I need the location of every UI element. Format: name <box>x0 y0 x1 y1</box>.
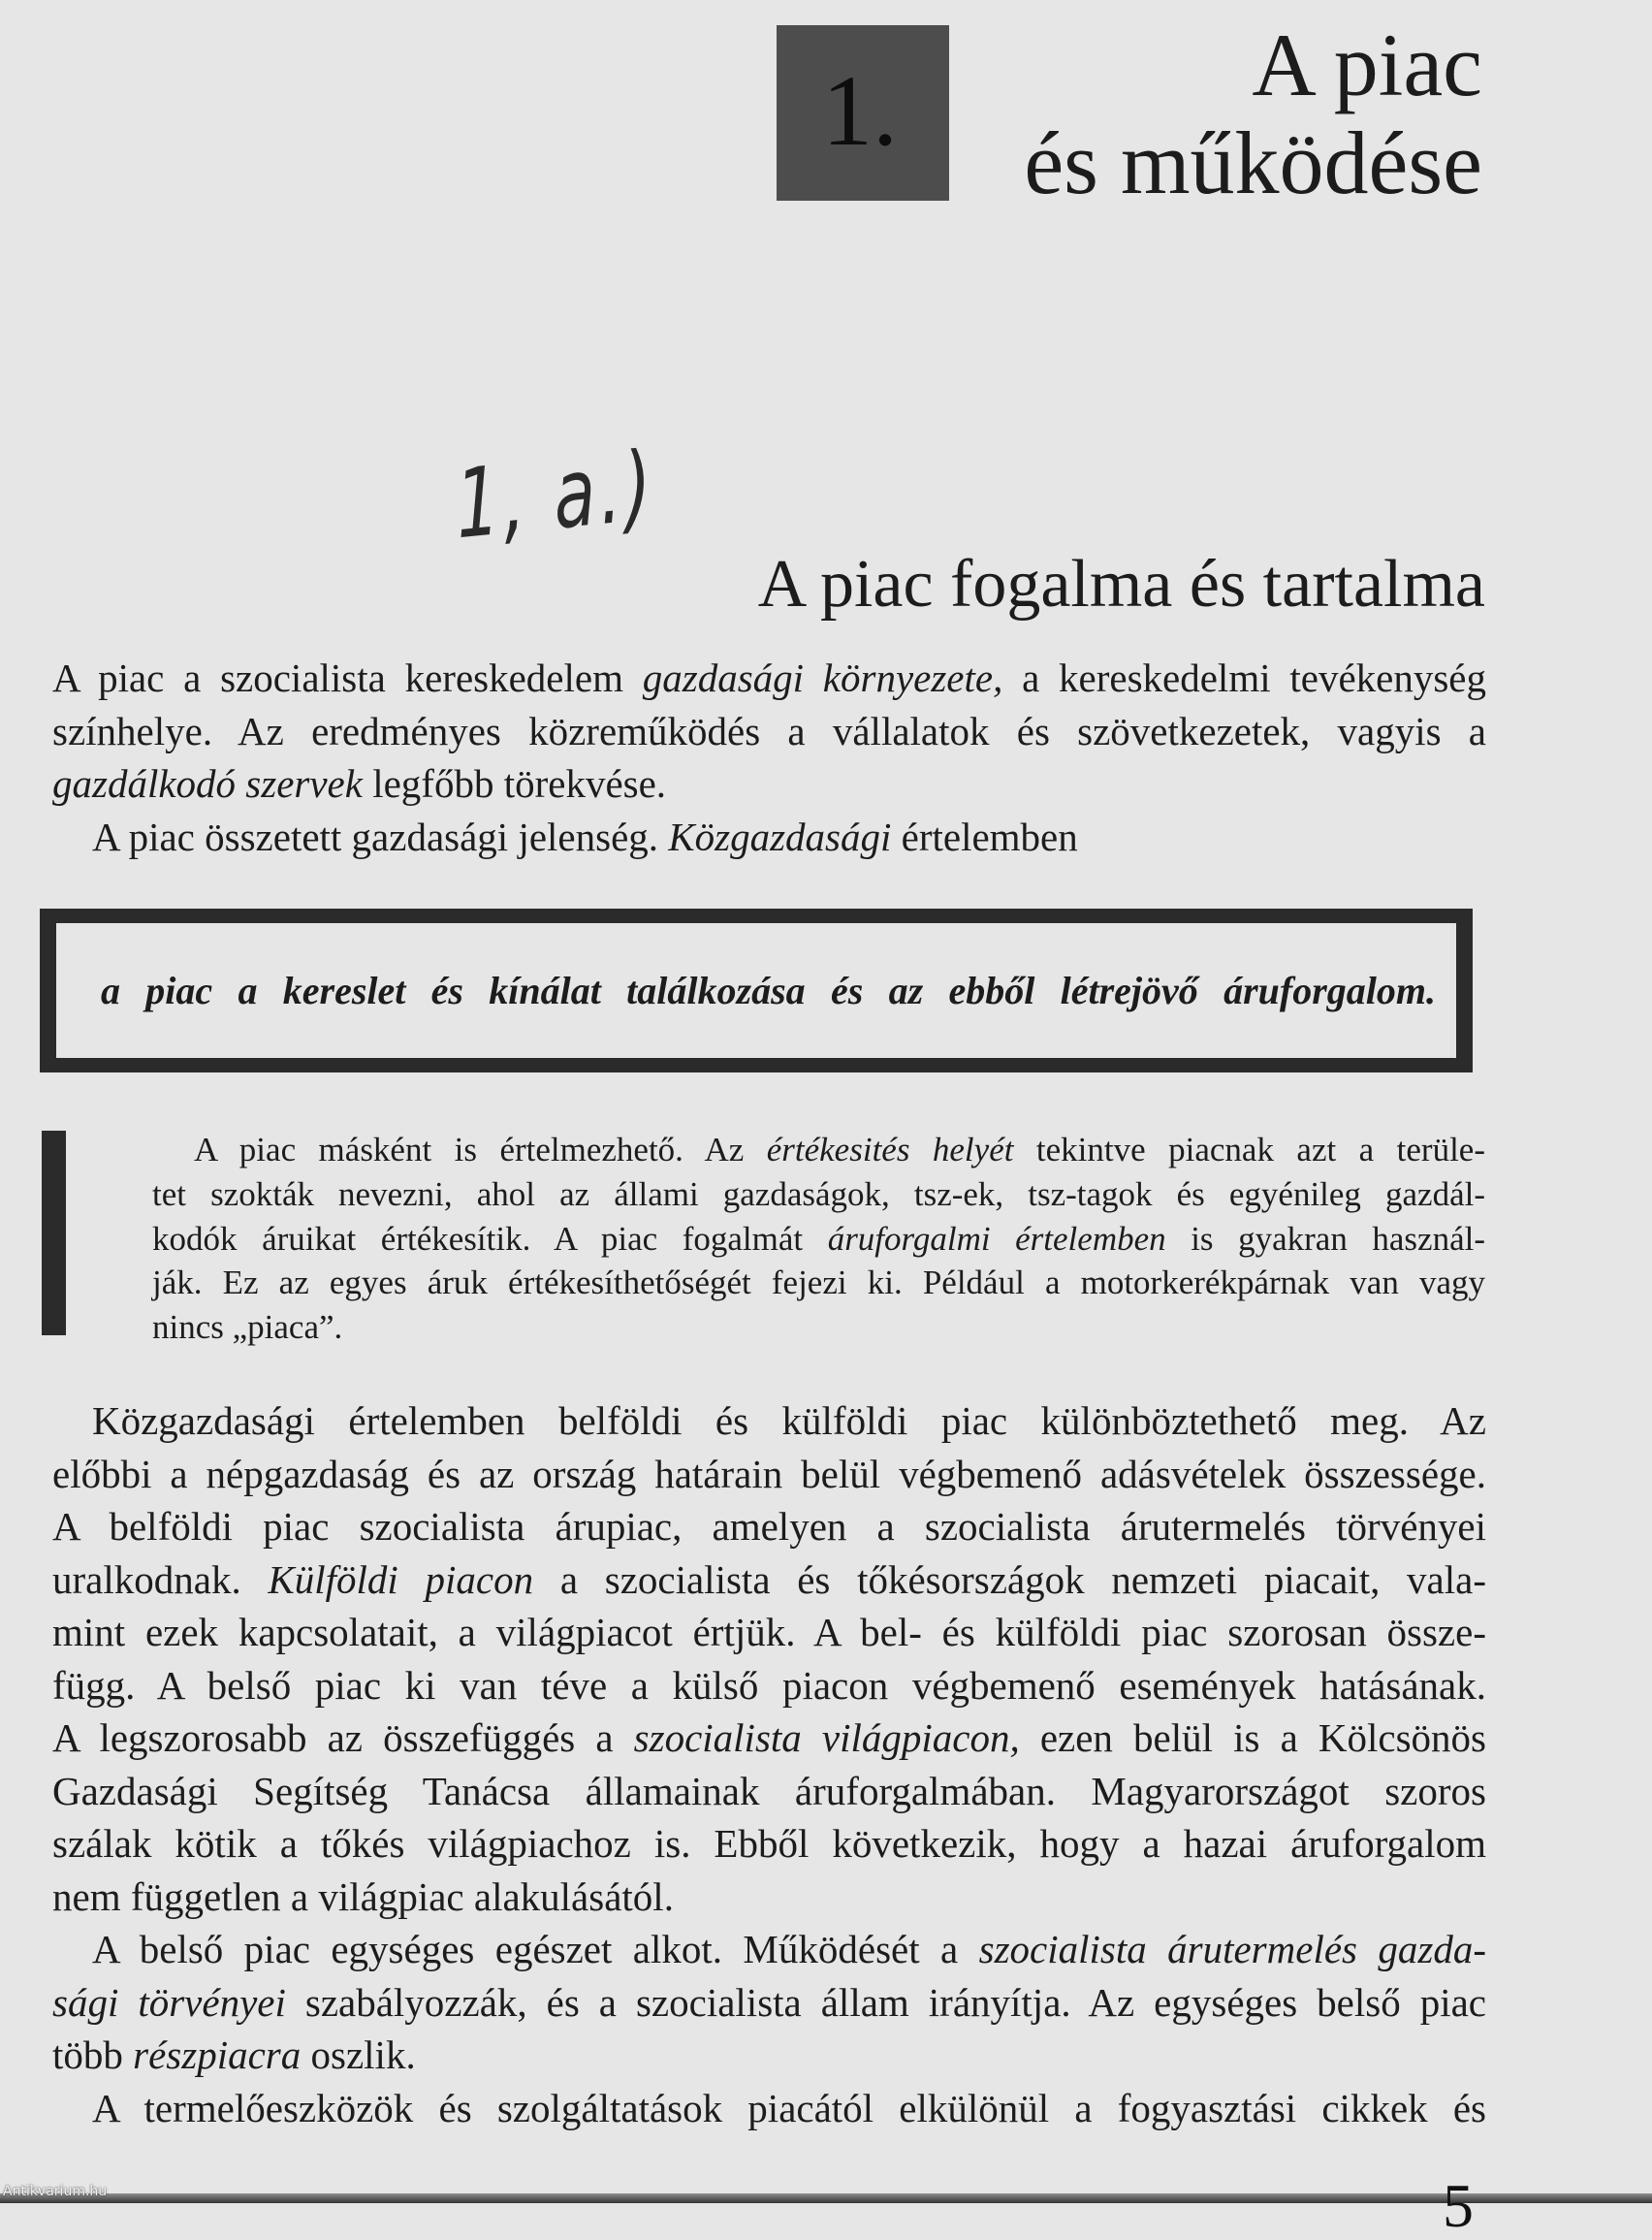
paragraph <box>52 1394 1486 1923</box>
sidenote-text <box>152 1128 1485 1350</box>
text-run: színhelye. Az eredményes közreműködés a vállalatok és szövetkezetek, vagyis a <box>52 708 1486 753</box>
text-line <box>52 811 1486 864</box>
text-line <box>52 757 1486 811</box>
definition-text: a piac a kereslet és kínálat találkozása és az ebből létrejövő áruforgalom. <box>101 969 1436 1012</box>
italic-text: Külföldi piacon <box>268 1556 534 1602</box>
text-line <box>152 1261 1485 1305</box>
text-line-content <box>52 1610 1486 1654</box>
italic-text: áruforgalmi értelemben <box>827 1219 1166 1258</box>
text-line <box>52 1394 1486 1448</box>
text-run: A piac a szocialista kereskedelem <box>52 656 643 700</box>
text-line-content <box>52 2032 416 2077</box>
text-run: a szocialista és tőkésországok nemzeti piacait, vala- <box>533 1556 1486 1602</box>
paragraph <box>52 652 1486 811</box>
text-run: ezen belül is a Kölcsönös <box>1019 1715 1486 1760</box>
page-number: 5 <box>1443 2171 1474 2240</box>
text-run: A piac másként is értelmezhető. Az <box>194 1131 767 1168</box>
text-line-content <box>152 1308 342 1346</box>
text-run: oszlik. <box>301 2032 416 2077</box>
text-line <box>152 1217 1485 1262</box>
text-run: ják. Ez az egyes áruk értékesíthetőségét fejezi ki. Például a motorkerékpárnak van vagy <box>152 1264 1485 1302</box>
text-line <box>52 652 1486 705</box>
text-line <box>52 1976 1486 2030</box>
text-run: nem független a világpiac alakulásától. <box>52 1873 674 1919</box>
text-line-content <box>52 709 1486 753</box>
text-line <box>152 1305 1485 1350</box>
text-line-content <box>152 1175 1485 1213</box>
page-number-area <box>1443 2171 1491 2240</box>
text-line <box>52 705 1486 758</box>
scan-edge <box>0 2193 1652 2203</box>
text-line-content <box>92 815 1078 859</box>
text-run: legfőbb törekvése. <box>362 761 667 806</box>
text-line <box>52 1500 1486 1553</box>
text-line-content <box>52 1821 1486 1866</box>
text-line <box>52 1553 1486 1607</box>
text-line <box>52 1765 1486 1818</box>
text-run: tet szokták nevezni, ahol az állami gazdaságok, tsz-ek, tsz-tagok és egyénileg gazdál- <box>152 1174 1485 1213</box>
text-line-content <box>152 1264 1485 1301</box>
text-line-content <box>52 1452 1486 1496</box>
text-run: Gazdasági Segítség Tanácsa államainak áruforgalmában. Magyarországot szoros <box>52 1768 1486 1813</box>
italic-text: gazdálkodó szervek <box>52 761 363 806</box>
text-line-content <box>52 1663 1486 1708</box>
text-line-content <box>152 1220 1485 1258</box>
text-run: tekintve piacnak azt a terüle- <box>1013 1131 1485 1168</box>
text-line <box>52 1659 1486 1712</box>
text-line-content <box>52 761 666 806</box>
chapter-title <box>1024 16 1482 212</box>
paragraph <box>52 2082 1486 2135</box>
text-run: A piac összetett gazdasági jelenség. <box>92 814 669 859</box>
text-run: kodók áruikat értékesítik. A piac fogalmát <box>152 1219 828 1258</box>
paragraph <box>152 1128 1485 1350</box>
text-line-content <box>52 1769 1486 1813</box>
text-run: Közgazdasági értelemben belföldi és külföldi piac különböztethető meg. Az <box>92 1398 1486 1443</box>
text-run: mint ezek kapcsolatait, a világpiacot értjük. A bel- és külföldi piac szorosan össze- <box>52 1610 1486 1654</box>
text-line-content <box>52 1980 1486 2025</box>
chapter-number-box <box>777 25 949 201</box>
text-line-content <box>52 1874 674 1919</box>
italic-text: sági törvényei <box>52 1979 286 2025</box>
text-line-content <box>52 656 1486 700</box>
definition-line <box>56 923 1456 1058</box>
text-line <box>52 1448 1486 1501</box>
italic-text: részpiacra <box>133 2032 302 2077</box>
text-line-content <box>52 1504 1486 1549</box>
italic-text: szocialista világpiacon, <box>633 1715 1020 1760</box>
text-run: uralkodnak. <box>52 1556 269 1602</box>
sidenote-bar <box>42 1131 66 1335</box>
text-line-content <box>92 1927 1486 1971</box>
text-line-content <box>92 1398 1486 1443</box>
paragraph <box>52 1923 1486 2082</box>
text-run: előbbi a népgazdaság és az ország határain belül végbemenő adásvételek összessége. <box>52 1451 1486 1496</box>
chapter-title-line: A piac <box>1252 16 1482 114</box>
text-line-content <box>52 1715 1486 1760</box>
intro-text <box>52 652 1486 863</box>
text-line <box>52 1712 1486 1765</box>
watermark: Antikvarium.hu <box>3 2184 108 2199</box>
chapter-title-line: és működése <box>1024 113 1482 212</box>
text-run: A termelőeszközök és szolgáltatások piacától elkülönül a fogyasztási cikkek és <box>92 2085 1486 2130</box>
text-line <box>152 1172 1485 1217</box>
text-run: nincs „piaca”. <box>152 1308 343 1347</box>
text-run: szabályozzák, és a szocialista állam irányítja. Az egységes belső piac <box>285 1979 1486 2025</box>
text-line-content <box>92 2086 1486 2130</box>
italic-text: Közgazdasági <box>668 814 892 859</box>
text-line <box>52 1817 1486 1871</box>
text-run: a kereskedelmi tevékenység <box>1002 656 1486 700</box>
text-line <box>152 1128 1485 1172</box>
text-line-content <box>52 1557 1486 1602</box>
text-run: függ. A belső piac ki van téve a külső piacon végbemenő események hatásának. <box>52 1662 1486 1708</box>
italic-text: értékesités helyét <box>766 1131 1014 1168</box>
text-run: szálak kötik a tőkés világpiachoz is. Ebből következik, hogy a hazai áruforgalom <box>52 1821 1486 1866</box>
text-run: több <box>52 2032 134 2077</box>
text-line <box>52 2029 1486 2082</box>
handwritten-annotation: 1, a.) <box>453 430 658 561</box>
text-run: A legszorosabb az összefüggés a <box>52 1715 634 1760</box>
text-run: A belső piac egységes egészet alkot. Működését a <box>92 1927 979 1971</box>
text-line <box>52 1871 1486 1924</box>
text-run: értelemben <box>891 814 1078 859</box>
text-line <box>52 1923 1486 1976</box>
section-heading: A piac fogalma és tartalma <box>757 547 1485 622</box>
definition-box <box>40 909 1473 1072</box>
text-line-content <box>194 1131 1485 1168</box>
body-text <box>52 1394 1486 2134</box>
chapter-number: 1. <box>822 54 898 167</box>
text-run: is gyakran használ- <box>1165 1219 1485 1258</box>
text-line <box>52 1606 1486 1659</box>
italic-text: gazdasági környezete, <box>642 656 1003 700</box>
paragraph <box>52 811 1486 864</box>
text-line <box>52 2082 1486 2135</box>
text-run: A belföldi piac szocialista árupiac, amelyen a szocialista árutermelés törvényei <box>52 1504 1486 1549</box>
italic-text: szocialista árutermelés gazda- <box>978 1927 1486 1971</box>
